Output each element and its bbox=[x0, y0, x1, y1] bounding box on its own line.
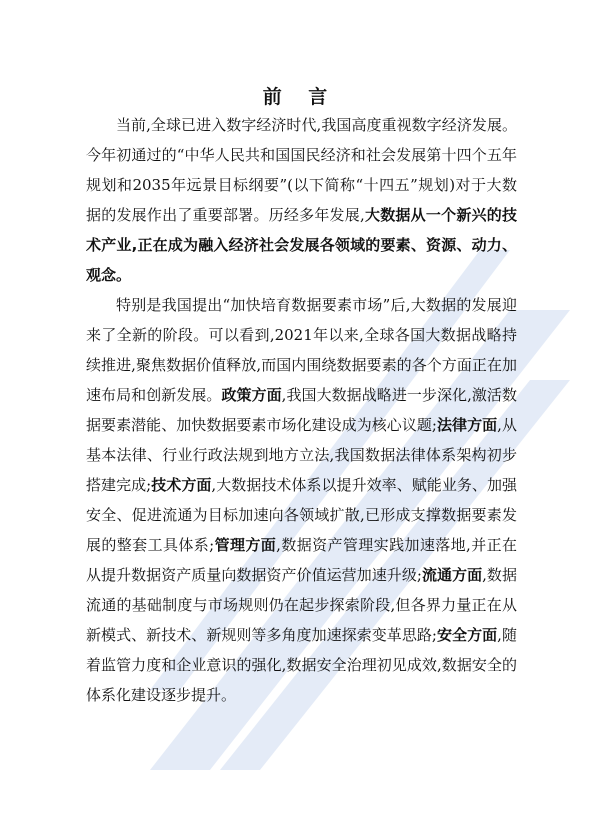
paragraph-1 bbox=[86, 110, 517, 290]
paragraph-2-text-3: ,从基本法律、行业行政法规到地方立法,我国数据法律体系架构初步搭建完成; bbox=[86, 416, 517, 494]
paragraph-1-text-1: 当前,全球已进入数字经济时代,我国高度重视数字经济发展。今年初通过的“中华人民共和国国民经济和社会发展第十四个五年规划和2035年远景目标纲要”(以下简称“十四五”规划)对于大数据的发展作出了重要部署。历经多年发展, bbox=[86, 116, 517, 224]
keyword-circulation: 流通方面 bbox=[421, 566, 483, 584]
paragraph-2-text-4: ,大数据技术体系以提升效率、赋能业务、加强安全、促进流通为目标加速向各领域扩散,已形成支撑数据要素发展的整套工具体系; bbox=[86, 476, 517, 554]
keyword-law: 法律方面 bbox=[436, 416, 498, 434]
body-text bbox=[86, 110, 517, 710]
paragraph-2-text-7: ,随着监管力度和企业意识的强化,数据安全治理初见成效,数据安全的体系化建设逐步提升。 bbox=[86, 626, 517, 704]
paragraph-2-text-1: 特别是我国提出“加快培育数据要素市场”后,大数据的发展迎来了全新的阶段。可以看到,2021年以来,全球各国大数据战略持续推进,聚焦数据价值释放,而国内围绕数据要素的各个方面正在加速布局和创新发展。 bbox=[86, 296, 517, 404]
paragraph-1-bold-1: 大数据从一个新兴的技术产业,正在成为融入经济社会发展各领域的要素、资源、动力、观念。 bbox=[86, 206, 517, 284]
keyword-management: 管理方面 bbox=[214, 536, 277, 554]
keyword-policy: 政策方面 bbox=[221, 386, 282, 404]
keyword-security: 安全方面 bbox=[436, 626, 498, 644]
keyword-technology: 技术方面 bbox=[151, 476, 212, 494]
paragraph-2-text-2: ,我国大数据战略进一步深化,激活数据要素潜能、加快数据要素市场化建设成为核心议题; bbox=[86, 386, 517, 434]
paragraph-2-text-5: ,数据资产管理实践加速落地,并正在从提升数据资产质量向数据资产价值运营加速升级; bbox=[86, 536, 517, 584]
paragraph-2 bbox=[86, 290, 517, 710]
paragraph-2-text-6: ,数据流通的基础制度与市场规则仍在起步探索阶段,但各界力量正在从新模式、新技术、新规则等多角度加速探索变革思路; bbox=[86, 566, 517, 644]
page-title: 前 言 bbox=[262, 86, 338, 108]
